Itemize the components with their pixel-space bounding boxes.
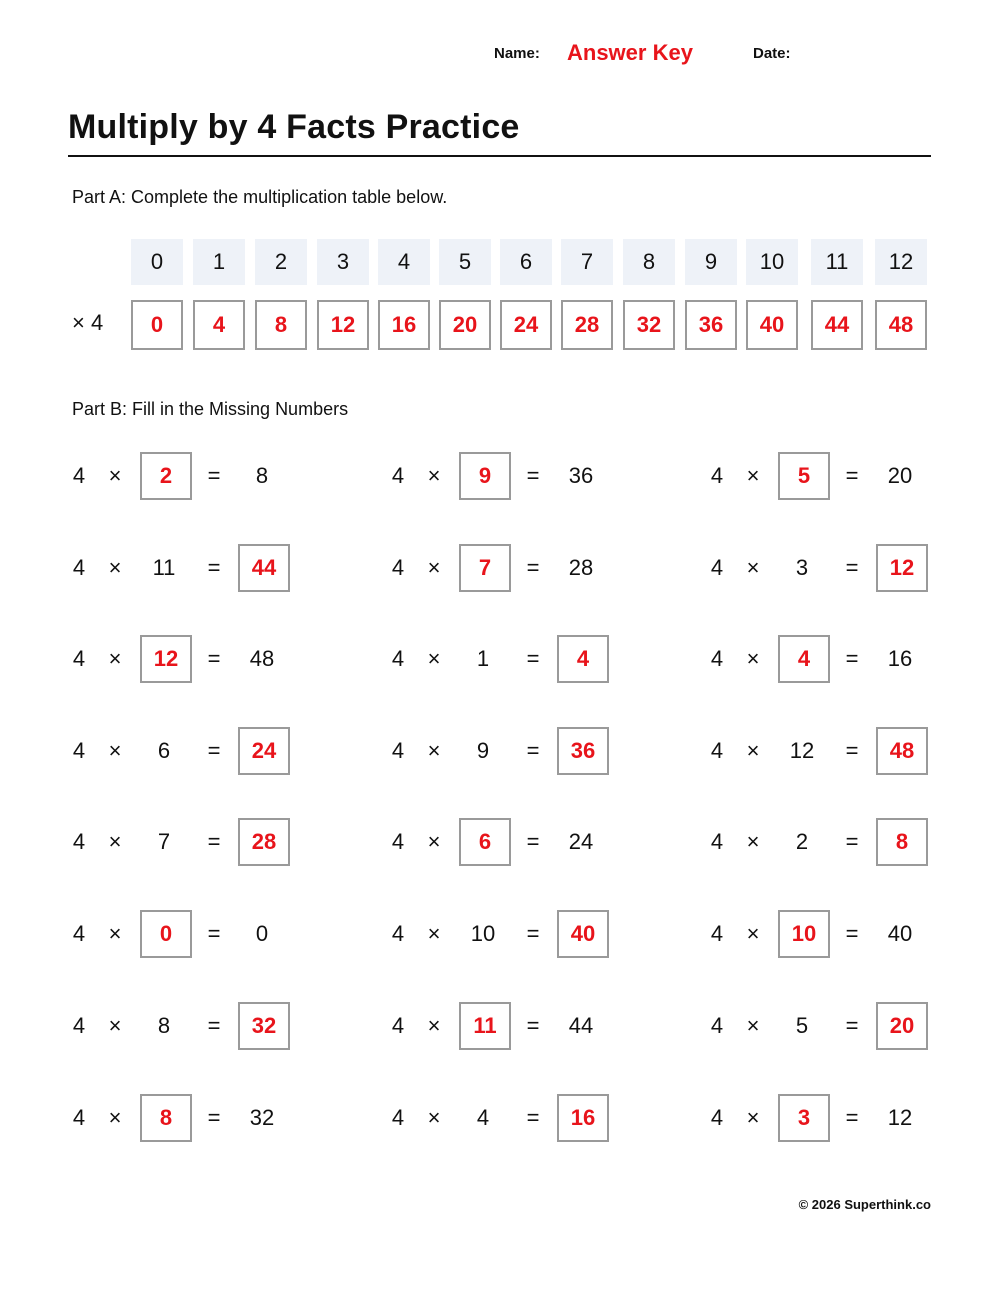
equals-sign: = xyxy=(845,646,859,671)
table-header-cell: 6 xyxy=(500,239,552,285)
problem-row xyxy=(64,910,334,960)
factor-b: 12 xyxy=(789,738,815,763)
name-value: Answer Key xyxy=(567,40,693,65)
problem-row xyxy=(702,1002,972,1052)
table-header-cell: 10 xyxy=(746,239,798,285)
answer-box[interactable]: 16 xyxy=(557,1094,609,1142)
factor-b: 10 xyxy=(470,921,496,946)
table-header-cell: 8 xyxy=(623,239,675,285)
problem-row xyxy=(383,635,653,685)
table-answer-box[interactable]: 40 xyxy=(746,300,798,350)
problem-row xyxy=(702,1094,972,1144)
times-sign: × xyxy=(746,463,760,488)
times-sign: × xyxy=(746,1105,760,1130)
answer-box[interactable]: 10 xyxy=(778,910,830,958)
times-sign: × xyxy=(108,829,122,854)
copyright-footer: © 2026 Superthink.co xyxy=(798,1197,931,1212)
table-header-cell: 1 xyxy=(193,239,245,285)
times-sign: × xyxy=(746,738,760,763)
answer-box[interactable]: 0 xyxy=(140,910,192,958)
table-header-cell: 5 xyxy=(439,239,491,285)
times-sign: × xyxy=(746,555,760,580)
equals-sign: = xyxy=(526,1105,540,1130)
problem-row xyxy=(702,910,972,960)
factor-a: 4 xyxy=(72,921,86,946)
product: 0 xyxy=(255,921,269,946)
equals-sign: = xyxy=(207,829,221,854)
answer-box[interactable]: 3 xyxy=(778,1094,830,1142)
factor-b: 2 xyxy=(795,829,809,854)
table-answer-box[interactable]: 0 xyxy=(131,300,183,350)
answer-box[interactable]: 32 xyxy=(238,1002,290,1050)
problem-row xyxy=(64,452,334,502)
times-sign: × xyxy=(746,921,760,946)
table-answer-box[interactable]: 24 xyxy=(500,300,552,350)
times-sign: × xyxy=(108,646,122,671)
factor-a: 4 xyxy=(710,463,724,488)
title-divider xyxy=(68,155,931,157)
problem-row xyxy=(702,452,972,502)
factor-a: 4 xyxy=(710,1105,724,1130)
factor-a: 4 xyxy=(391,738,405,763)
problem-row xyxy=(64,635,334,685)
answer-box[interactable]: 28 xyxy=(238,818,290,866)
factor-a: 4 xyxy=(391,646,405,671)
answer-box[interactable]: 48 xyxy=(876,727,928,775)
factor-a: 4 xyxy=(710,921,724,946)
table-answer-box[interactable]: 20 xyxy=(439,300,491,350)
answer-box[interactable]: 36 xyxy=(557,727,609,775)
factor-b: 11 xyxy=(152,555,176,580)
factor-a: 4 xyxy=(391,555,405,580)
answer-box[interactable]: 40 xyxy=(557,910,609,958)
table-answer-box[interactable]: 36 xyxy=(685,300,737,350)
equals-sign: = xyxy=(845,829,859,854)
answer-box[interactable]: 12 xyxy=(140,635,192,683)
equals-sign: = xyxy=(207,738,221,763)
times-sign: × xyxy=(427,829,441,854)
times-sign: × xyxy=(427,463,441,488)
table-answer-box[interactable]: 44 xyxy=(811,300,863,350)
equals-sign: = xyxy=(207,646,221,671)
product: 44 xyxy=(568,1013,594,1038)
factor-a: 4 xyxy=(391,463,405,488)
problem-row xyxy=(383,1094,653,1144)
table-answer-box[interactable]: 12 xyxy=(317,300,369,350)
problem-row xyxy=(64,818,334,868)
problem-row xyxy=(64,727,334,777)
equals-sign: = xyxy=(207,1013,221,1038)
factor-a: 4 xyxy=(710,738,724,763)
times-sign: × xyxy=(108,463,122,488)
answer-box[interactable]: 44 xyxy=(238,544,290,592)
equals-sign: = xyxy=(845,738,859,763)
product: 32 xyxy=(249,1105,275,1130)
factor-a: 4 xyxy=(72,829,86,854)
factor-b: 6 xyxy=(157,738,171,763)
table-answer-box[interactable]: 16 xyxy=(378,300,430,350)
answer-box[interactable]: 7 xyxy=(459,544,511,592)
factor-b: 4 xyxy=(476,1105,490,1130)
table-header-cell: 3 xyxy=(317,239,369,285)
equals-sign: = xyxy=(526,1013,540,1038)
equals-sign: = xyxy=(526,646,540,671)
answer-box[interactable]: 6 xyxy=(459,818,511,866)
answer-box[interactable]: 11 xyxy=(459,1002,511,1050)
answer-box[interactable]: 4 xyxy=(557,635,609,683)
times-sign: × xyxy=(427,1013,441,1038)
row-label-times-4: × 4 xyxy=(72,310,104,335)
times-sign: × xyxy=(427,646,441,671)
table-header-cell: 2 xyxy=(255,239,307,285)
factor-a: 4 xyxy=(710,646,724,671)
equals-sign: = xyxy=(207,921,221,946)
times-sign: × xyxy=(746,646,760,671)
times-sign: × xyxy=(108,921,122,946)
table-header-cell: 11 xyxy=(811,239,863,285)
factor-b: 5 xyxy=(795,1013,809,1038)
times-sign: × xyxy=(427,738,441,763)
equals-sign: = xyxy=(526,463,540,488)
factor-a: 4 xyxy=(710,555,724,580)
equals-sign: = xyxy=(526,921,540,946)
times-sign: × xyxy=(427,1105,441,1130)
problem-row xyxy=(702,544,972,594)
name-label: Name: xyxy=(494,45,540,62)
factor-a: 4 xyxy=(391,921,405,946)
table-answer-box[interactable]: 32 xyxy=(623,300,675,350)
times-sign: × xyxy=(108,555,122,580)
times-sign: × xyxy=(746,1013,760,1038)
table-answer-box[interactable]: 48 xyxy=(875,300,927,350)
product: 8 xyxy=(255,463,269,488)
table-header-cell: 9 xyxy=(685,239,737,285)
product: 12 xyxy=(887,1105,913,1130)
product: 40 xyxy=(887,921,913,946)
date-label: Date: xyxy=(753,45,791,62)
part-a-label: Part A: Complete the multiplication table below. xyxy=(72,187,448,207)
equals-sign: = xyxy=(845,1013,859,1038)
equals-sign: = xyxy=(526,555,540,580)
table-answer-box[interactable]: 28 xyxy=(561,300,613,350)
factor-a: 4 xyxy=(72,463,86,488)
equals-sign: = xyxy=(845,921,859,946)
answer-box[interactable]: 24 xyxy=(238,727,290,775)
table-header-cell: 4 xyxy=(378,239,430,285)
factor-a: 4 xyxy=(72,646,86,671)
table-header-cell: 0 xyxy=(131,239,183,285)
product: 16 xyxy=(887,646,913,671)
factor-a: 4 xyxy=(710,1013,724,1038)
problem-row xyxy=(702,635,972,685)
factor-a: 4 xyxy=(72,555,86,580)
answer-box[interactable]: 20 xyxy=(876,1002,928,1050)
problem-row xyxy=(383,1002,653,1052)
factor-a: 4 xyxy=(391,1013,405,1038)
problem-row xyxy=(702,727,972,777)
equals-sign: = xyxy=(845,555,859,580)
problem-row xyxy=(64,1094,334,1144)
answer-box[interactable]: 2 xyxy=(140,452,192,500)
factor-b: 7 xyxy=(157,829,171,854)
factor-b: 1 xyxy=(476,646,490,671)
problem-row xyxy=(64,544,334,594)
table-header-cell: 12 xyxy=(875,239,927,285)
product: 28 xyxy=(568,555,594,580)
problem-row xyxy=(383,452,653,502)
answer-box[interactable]: 8 xyxy=(876,818,928,866)
times-sign: × xyxy=(427,921,441,946)
problem-row xyxy=(383,544,653,594)
equals-sign: = xyxy=(207,1105,221,1130)
equals-sign: = xyxy=(207,463,221,488)
problem-row xyxy=(383,727,653,777)
equals-sign: = xyxy=(845,463,859,488)
answer-box[interactable]: 8 xyxy=(140,1094,192,1142)
table-header-cell: 7 xyxy=(561,239,613,285)
equals-sign: = xyxy=(207,555,221,580)
factor-a: 4 xyxy=(72,738,86,763)
page-title: Multiply by 4 Facts Practice xyxy=(68,108,520,146)
times-sign: × xyxy=(108,1013,122,1038)
factor-a: 4 xyxy=(710,829,724,854)
product: 36 xyxy=(568,463,594,488)
problem-row xyxy=(64,1002,334,1052)
problem-row xyxy=(702,818,972,868)
times-sign: × xyxy=(108,1105,122,1130)
times-sign: × xyxy=(746,829,760,854)
times-sign: × xyxy=(427,555,441,580)
product: 20 xyxy=(887,463,913,488)
problem-row xyxy=(383,910,653,960)
equals-sign: = xyxy=(526,829,540,854)
factor-b: 3 xyxy=(795,555,809,580)
equals-sign: = xyxy=(845,1105,859,1130)
factor-b: 8 xyxy=(157,1013,171,1038)
problem-row xyxy=(383,818,653,868)
product: 48 xyxy=(249,646,275,671)
times-sign: × xyxy=(108,738,122,763)
factor-a: 4 xyxy=(72,1105,86,1130)
answer-box[interactable]: 5 xyxy=(778,452,830,500)
answer-box[interactable]: 4 xyxy=(778,635,830,683)
factor-a: 4 xyxy=(72,1013,86,1038)
table-answer-box[interactable]: 4 xyxy=(193,300,245,350)
answer-box[interactable]: 12 xyxy=(876,544,928,592)
part-b-label: Part B: Fill in the Missing Numbers xyxy=(72,399,349,419)
factor-a: 4 xyxy=(391,829,405,854)
factor-b: 9 xyxy=(476,738,490,763)
product: 24 xyxy=(568,829,594,854)
equals-sign: = xyxy=(526,738,540,763)
table-answer-box[interactable]: 8 xyxy=(255,300,307,350)
answer-box[interactable]: 9 xyxy=(459,452,511,500)
factor-a: 4 xyxy=(391,1105,405,1130)
